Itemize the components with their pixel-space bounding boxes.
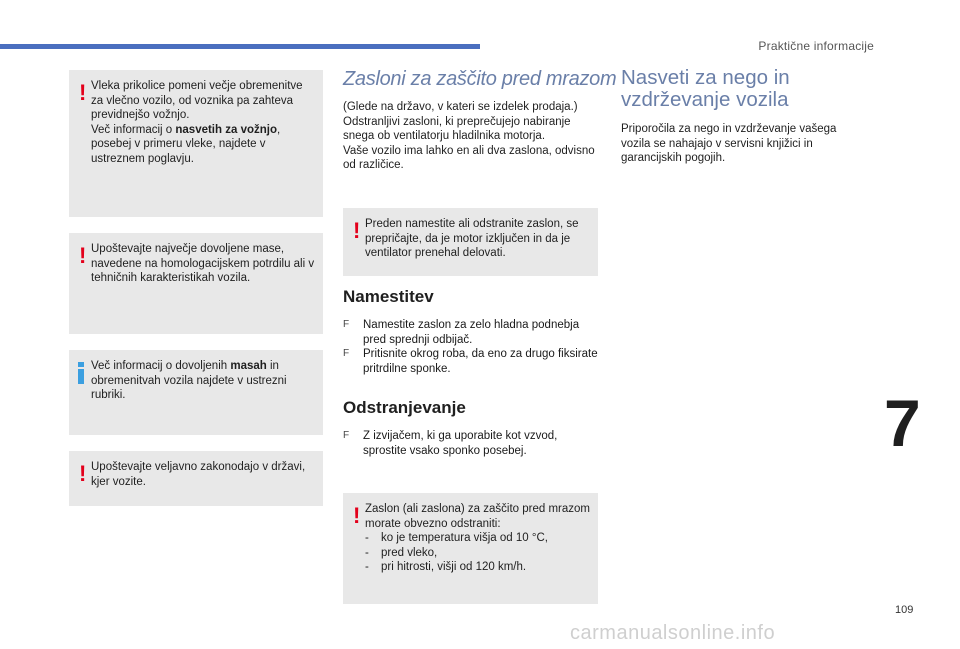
arrow-icon: F	[343, 430, 350, 441]
conditions-list	[365, 531, 590, 575]
warning-icon: !	[353, 218, 361, 243]
warning-box-engine-off	[343, 208, 598, 276]
section-title: Praktične informacije	[758, 39, 874, 53]
warning-box-max-mass	[69, 233, 323, 334]
arrow-icon: F	[343, 319, 350, 330]
warning-icon: !	[353, 503, 361, 528]
warning-icon: !	[79, 243, 87, 268]
warning-box-trailer-load	[69, 70, 323, 217]
info-icon	[78, 362, 84, 384]
warning-box-mandatory-removal	[343, 493, 598, 604]
warning-text: Upoštevajte veljavno zakonodajo v državi, kjer vozite.	[91, 461, 306, 488]
list-item: - pred vleko,	[365, 546, 438, 559]
arrow-icon: F	[343, 348, 350, 359]
list-item: - ko je temperatura višja od 10 °C,	[365, 532, 548, 544]
warning-text: Zaslon (ali zaslona) za zaščito pred mrazom morate obvezno odstraniti: - ko je temperatura višja od 10 °C, - pred vleko, - pri hitrosti, višji od 120 km/h.	[365, 503, 590, 573]
warning-text: Preden namestite ali odstranite zaslon, se prepričajte, da je motor izključen in da je ventilator prenehal delovati.	[365, 218, 579, 259]
list-item: F Namestite zaslon za zelo hladna podnebja pred sprednji odbijač.	[343, 319, 580, 346]
page-number: 109	[895, 604, 914, 616]
section-heading-frost-screens: Zasloni za zaščito pred mrazom	[343, 68, 617, 90]
warning-icon: !	[79, 80, 87, 105]
section-heading-care: Nasveti za nego in vzdrževanje vozila	[621, 66, 790, 111]
list-item: F Pritisnite okrog roba, da eno za drugo fiksirate pritrdilne sponke.	[343, 348, 598, 375]
warning-text: Vleka prikolice pomeni večje obremenitve za vlečno vozilo, od voznika pa zahteva previdnejšo vožnjo. Več informacij o nasvetih za vožnjo, posebej v primeru vleke, najdete v ustreznem poglavju.	[91, 80, 303, 165]
warning-text: Upoštevajte največje dovoljene mase, navedene na homologacijskem potrdilu ali v tehničnih karakteristikah vozila.	[91, 243, 315, 284]
removal-steps	[343, 429, 598, 458]
list-item: - pri hitrosti, višji od 120 km/h.	[365, 561, 527, 573]
top-accent-bar	[0, 44, 480, 49]
info-text: Več informacij o dovoljenih masah in obremenitvah vozila najdete v ustrezni rubriki.	[91, 360, 287, 401]
heading-removal: Odstranjevanje	[343, 398, 466, 417]
install-steps	[343, 318, 598, 376]
heading-install: Namestitev	[343, 287, 434, 306]
chapter-number: 7	[884, 386, 921, 460]
care-paragraph: Priporočila za nego in vzdrževanje vašega vozila se nahajajo v servisni knjižici in garancijskih pogojih.	[621, 123, 837, 164]
watermark: carmanualsonline.info	[570, 622, 776, 644]
intro-paragraph: (Glede na državo, v kateri se izdelek prodaja.) Odstranljivi zasloni, ki preprečujejo nabiranje snega ob ventilatorju hladilnika motorja. Vaše vozilo ima lahko en ali dva zaslona, odvisno od različice.	[343, 101, 595, 171]
list-item: F Z izvijačem, ki ga uporabite kot vzvod, sprostite vsako sponko posebej.	[343, 430, 558, 457]
warning-icon: !	[79, 461, 87, 486]
warning-box-legislation	[69, 451, 323, 506]
info-box-masses	[69, 350, 323, 435]
